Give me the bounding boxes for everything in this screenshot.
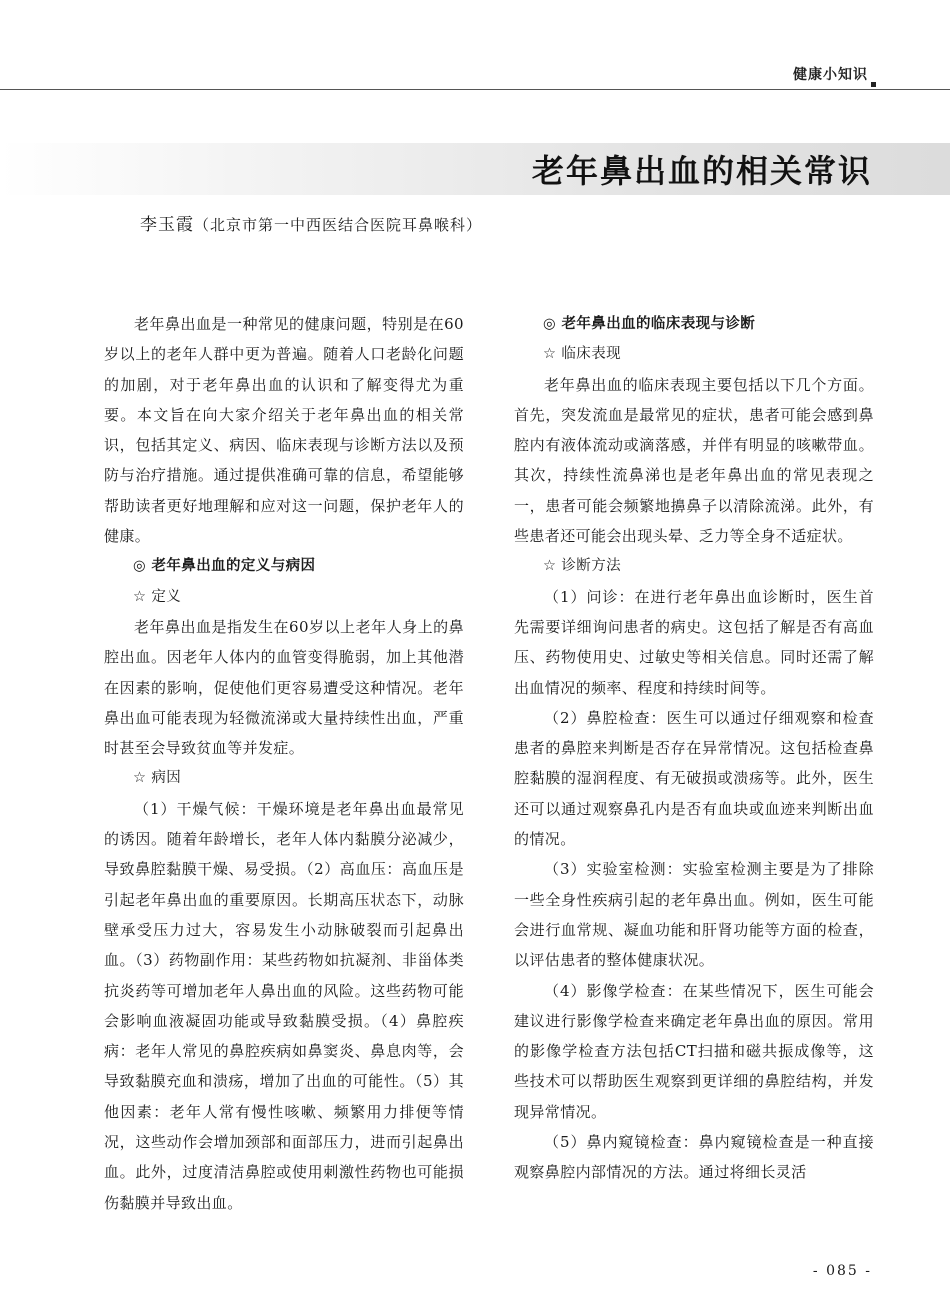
intro-paragraph: 老年鼻出血是一种常见的健康问题，特别是在60岁以上的老年人群中更为普遍。随着人口老龄化问题的加剧，对于老年鼻出血的认识和了解变得尤为重要。本文旨在向大家介绍关于老年鼻出血的相关常识，包括其定义、病因、临床表现与诊断方法以及预防与治疗措施。通过提供准确可靠的信息，希望能够帮助读者更好地理解和应对这一问题，保护老年人的健康。 — [104, 315, 464, 546]
diagnosis-paragraph-5: （5）鼻内窥镜检查：鼻内窥镜检查是一种直接观察鼻腔内部情况的方法。通过将细长灵活 — [514, 1133, 874, 1182]
header-marker — [871, 82, 876, 87]
article-title: 老年鼻出血的相关常识 — [531, 152, 872, 190]
cause-paragraph: （1）干燥气候：干燥环境是老年鼻出血最常见的诱因。随着年龄增长，老年人体内黏膜分泌减少，导致鼻腔黏膜干燥、易受损。（2）高血压：高血压是引起老年鼻出血的重要原因。长期高压状态下，动脉壁承受压力过大，容易发生小动脉破裂而引起鼻出血。（3）药物副作用：某些药物如抗凝剂、非甾体类抗炎药等可增加老年人鼻出血的风险。这些药物可能会影响血液凝固功能或导致黏膜受损。（4）鼻腔疾病：老年人常见的鼻腔疾病如鼻窦炎、鼻息肉等，会导致黏膜充血和溃疡，增加了出血的可能性。（5）其他因素：老年人常有慢性咳嗽、频繁用力排便等情况，这些动作会增加颈部和面部压力，进而引起鼻出血。此外，过度清洁鼻腔或使用刺激性药物也可能损伤黏膜并导致出血。 — [104, 799, 464, 1212]
section-label: 健康小知识 — [793, 67, 868, 83]
definition-paragraph: 老年鼻出血是指发生在60岁以上老年人身上的鼻腔出血。因老年人体内的血管变得脆弱，加上其他潜在因素的影响，促使他们更容易遭受这种情况。老年鼻出血可能表现为轻微流涕或大量持续性出血，严重时甚至会导致贫血等并发症。 — [104, 617, 464, 758]
author-name: 李玉霞 — [140, 215, 194, 235]
section-heading-clinical-diagnosis: ◎ 老年鼻出血的临床表现与诊断 — [543, 316, 756, 332]
diagnosis-paragraph-1: （1）问诊：在进行老年鼻出血诊断时，医生首先需要详细询问患者的病史。这包括了解是否有高血压、药物使用史、过敏史等相关信息。同时还需了解出血情况的频率、程度和持续时间等。 — [514, 587, 874, 697]
diagnosis-paragraph-4: （4）影像学检查：在某些情况下，医生可能会建议进行影像学检查来确定老年鼻出血的原因。常用的影像学检查方法包括CT扫描和磁共振成像等，这些技术可以帮助医生观察到更详细的鼻腔结构，并发现异常情况。 — [514, 981, 874, 1121]
author-affiliation: （北京市第一中西医结合医院耳鼻喉科） — [194, 216, 483, 234]
diagnosis-paragraph-2: （2）鼻腔检查：医生可以通过仔细观察和检查患者的鼻腔来判断是否存在异常情况。这包括检查鼻腔黏膜的湿润程度、有无破损或溃疡等。此外，医生还可以通过观察鼻孔内是否有血块或血迹来判断出血的情况。 — [514, 708, 874, 849]
left-column — [104, 309, 464, 1218]
header-rule — [0, 89, 950, 90]
subheading-clinical: ☆ 临床表现 — [543, 346, 622, 363]
subheading-diagnosis: ☆ 诊断方法 — [543, 558, 622, 575]
author-line — [140, 210, 482, 235]
clinical-paragraph: 老年鼻出血的临床表现主要包括以下几个方面。首先，突发流血是最常见的症状，患者可能会感到鼻腔内有液体流动或滴落感，并伴有明显的咳嗽带血。其次，持续性流鼻涕也是老年鼻出血的常见表现之一，患者可能会频繁地擤鼻子以清除流涕。此外，有些患者还可能会出现头晕、乏力等全身不适症状。 — [514, 375, 874, 546]
subheading-cause: ☆ 病因 — [133, 770, 182, 787]
subheading-definition: ☆ 定义 — [133, 588, 182, 605]
right-column — [514, 309, 874, 1188]
page-number: - 085 - — [812, 1263, 872, 1279]
diagnosis-paragraph-3: （3）实验室检测：实验室检测主要是为了排除一些全身性疾病引起的老年鼻出血。例如，医生可能会进行血常规、凝血功能和肝肾功能等方面的检查，以评估患者的整体健康状况。 — [514, 860, 874, 970]
section-heading-definition-cause: ◎ 老年鼻出血的定义与病因 — [133, 558, 316, 575]
